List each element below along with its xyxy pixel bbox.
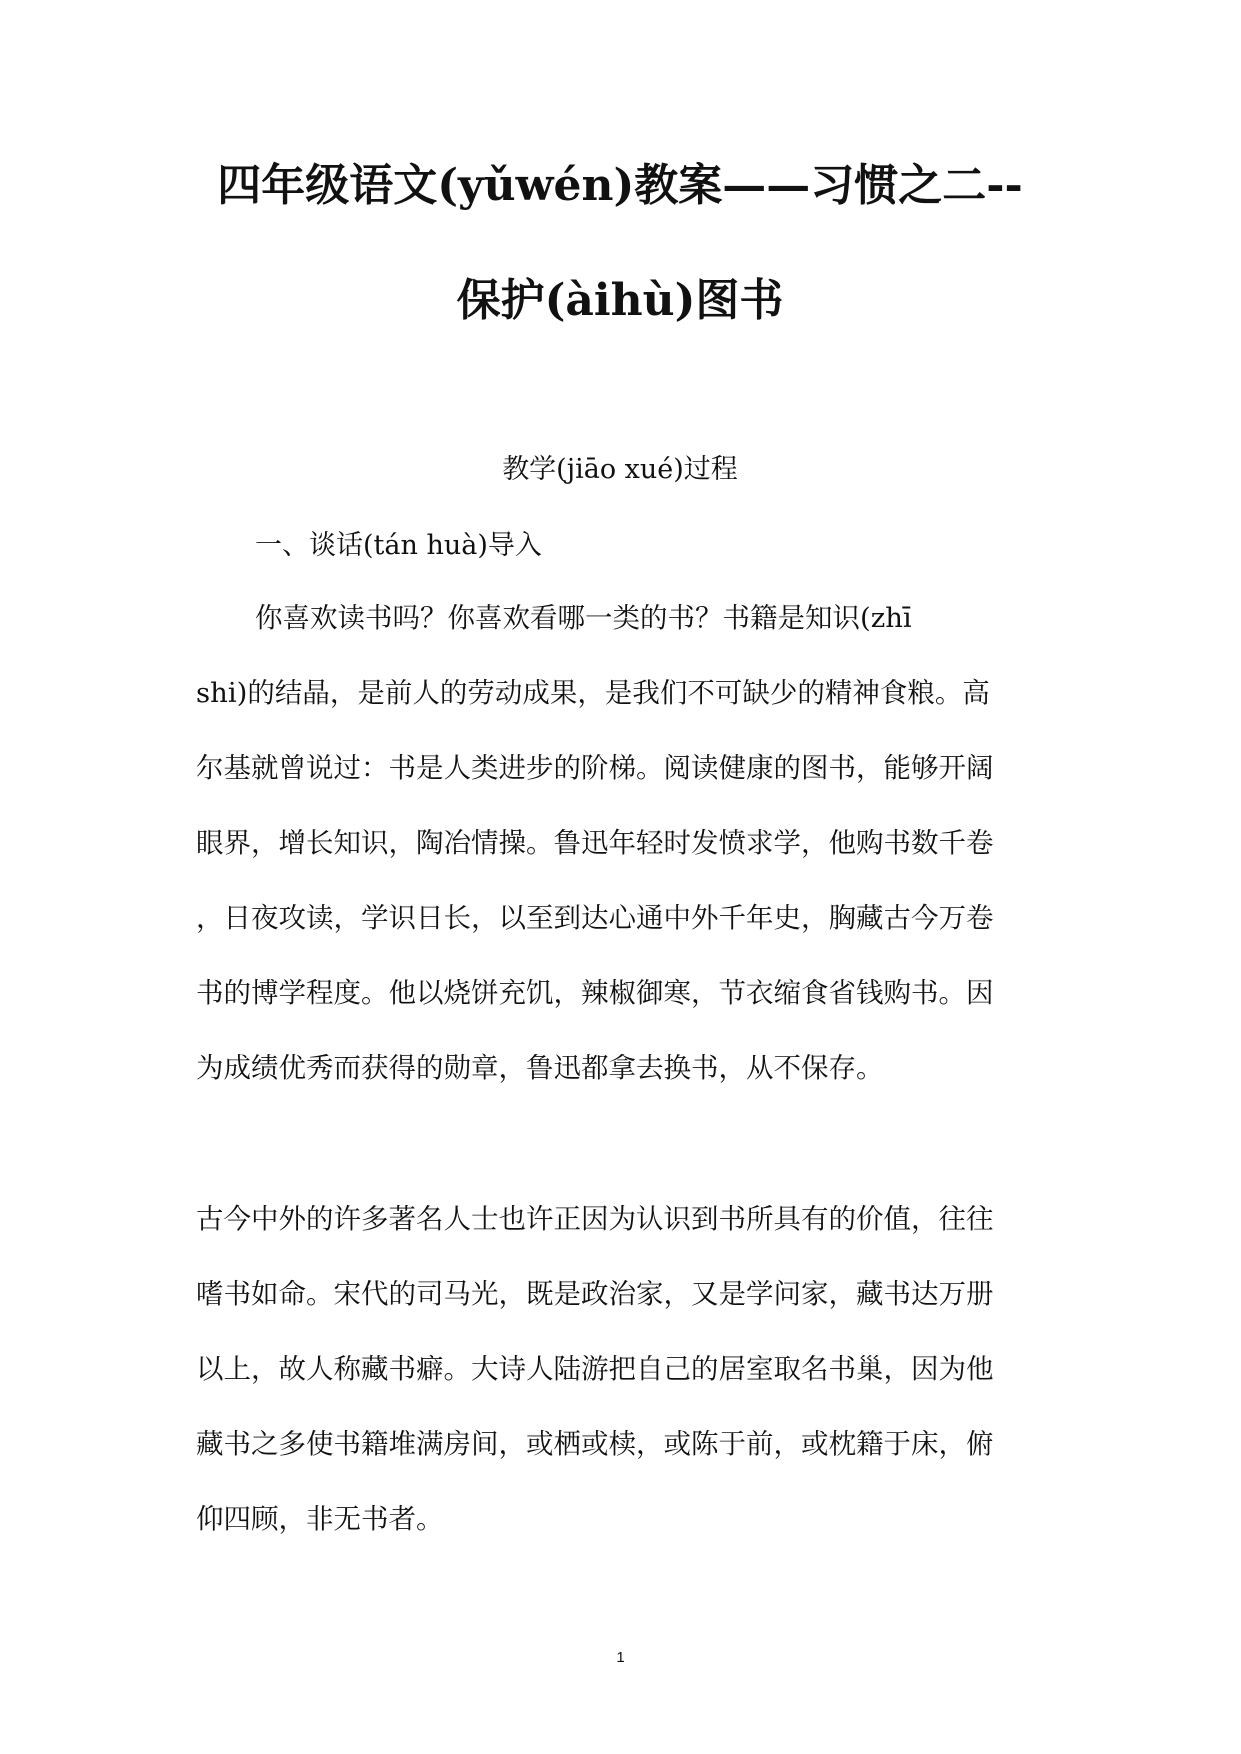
- title-line-1: 四年级语文(yǔwén)教案——习惯之二--: [217, 160, 1023, 211]
- paragraph1-line: 为成绩优秀而获得的勋章，鲁迅都拿去换书，从不保存。: [196, 1052, 884, 1084]
- paragraph2-line: 以上，故人称藏书癖。大诗人陆游把自己的居室取名书巢，因为他: [196, 1353, 994, 1385]
- subtitle: 教学(jiāo xué)过程: [502, 454, 738, 485]
- paragraph2-line: 仰四顾，非无书者。: [196, 1503, 444, 1535]
- page-number: 1: [616, 1649, 625, 1666]
- section-heading: 一、谈话(tán huà)导入: [255, 530, 542, 561]
- paragraph1-line: ，日夜攻读，学识日长，以至到达心通中外千年史，胸藏古今万卷: [196, 902, 994, 934]
- paragraph1-line: 书的博学程度。他以烧饼充饥，辣椒御寒，节衣缩食省钱购书。因: [196, 977, 994, 1009]
- paragraph1-line: 尔基就曾说过：书是人类进步的阶梯。阅读健康的图书，能够开阔: [196, 752, 994, 784]
- paragraph1-line: shi)的结晶，是前人的劳动成果，是我们不可缺少的精神食粮。高: [196, 677, 990, 709]
- paragraph2-line: 古今中外的许多著名人士也许正因为认识到书所具有的价值，往往: [196, 1203, 994, 1235]
- paragraph2-line: 嗜书如命。宋代的司马光，既是政治家，又是学问家，藏书达万册: [196, 1278, 994, 1310]
- paragraph2-line: 藏书之多使书籍堆满房间，或栖或椟，或陈于前，或枕籍于床，俯: [196, 1428, 994, 1460]
- paragraph1-line: 眼界，增长知识，陶冶情操。鲁迅年轻时发愤求学，他购书数千卷: [196, 827, 994, 859]
- paragraph1-line: 你喜欢读书吗？你喜欢看哪一类的书？书籍是知识(zhī: [255, 602, 912, 634]
- title-line-2: 保护(àihù)图书: [456, 275, 784, 326]
